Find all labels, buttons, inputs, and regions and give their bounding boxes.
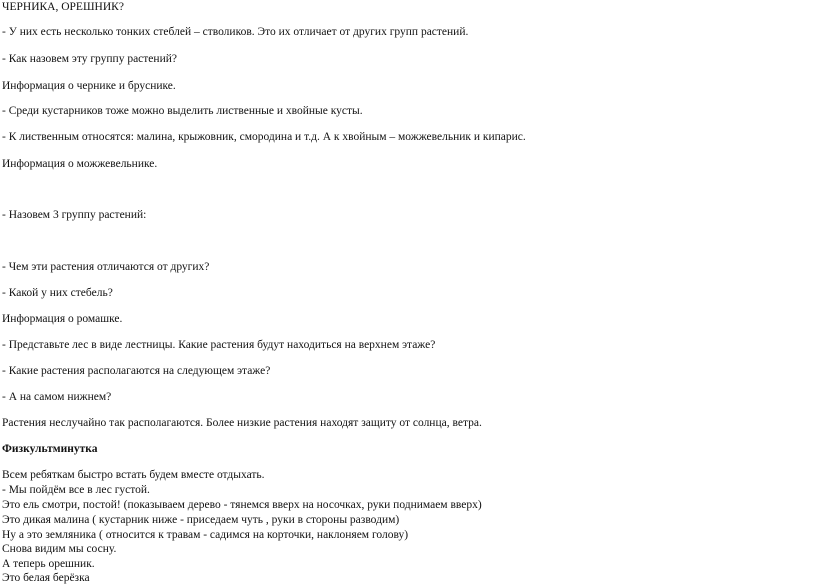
text-line-shrubs: - Среди кустарников тоже можно выделить лиственные и хвойные кусты. bbox=[2, 105, 363, 117]
text-line-protection: Растения неслучайно так располагаются. Более низкие растения находят защиту от солнца, ветра. bbox=[2, 417, 482, 429]
text-line-poem-7: А теперь орешник. bbox=[2, 558, 95, 570]
text-line-info-chamomile: Информация о ромашке. bbox=[2, 313, 123, 325]
section-heading-exercise: Физкультминутка bbox=[2, 443, 98, 455]
text-line-heading-fragment: ЧЕРНИКА, ОРЕШНИК? bbox=[2, 1, 124, 13]
text-line-poem-4: Это дикая малина ( кустарник ниже - приседаем чуть , руки в стороны разводим) bbox=[2, 514, 400, 526]
text-line-poem-8: Это белая берёзка bbox=[2, 572, 90, 584]
text-line-forest-ladder: - Представьте лес в виде лестницы. Какие растения будут находиться на верхнем этаже? bbox=[2, 339, 436, 351]
text-line-question-group: - Как назовем эту группу растений? bbox=[2, 53, 177, 65]
text-line-stem-question: - Какой у них стебель? bbox=[2, 287, 113, 299]
text-line-poem-5: Ну а это земляника ( относится к травам - садимся на корточки, наклоняем голову) bbox=[2, 529, 409, 541]
text-line-deciduous: - К лиственным относятся: малина, крыжовник, смородина и т.д. А к хвойным – можжевельник и кипарис. bbox=[2, 131, 526, 143]
text-line-info-juniper: Информация о можжевельнике. bbox=[2, 158, 158, 170]
text-line-lowest: - А на самом нижнем? bbox=[2, 391, 112, 403]
text-line-poem-6: Снова видим мы сосну. bbox=[2, 543, 117, 555]
text-line-poem-3: Это ель смотри, постой! (показываем дерево - тянемся вверх на носочках, руки поднимаем вверх) bbox=[2, 499, 482, 511]
text-line-stems: - У них есть несколько тонких стеблей – стволиков. Это их отличает от других групп растений. bbox=[2, 26, 469, 38]
text-line-poem-2: - Мы пойдём все в лес густой. bbox=[2, 484, 150, 496]
text-line-next-floor: - Какие растения располагаются на следующем этаже? bbox=[2, 365, 271, 377]
text-line-poem-1: Всем ребяткам быстро встать будем вместе отдыхать. bbox=[2, 469, 265, 481]
text-line-difference: - Чем эти растения отличаются от других? bbox=[2, 261, 210, 273]
text-line-group-three: - Назовем 3 группу растений: bbox=[2, 209, 147, 221]
text-line-info-blueberry: Информация о чернике и бруснике. bbox=[2, 80, 176, 92]
